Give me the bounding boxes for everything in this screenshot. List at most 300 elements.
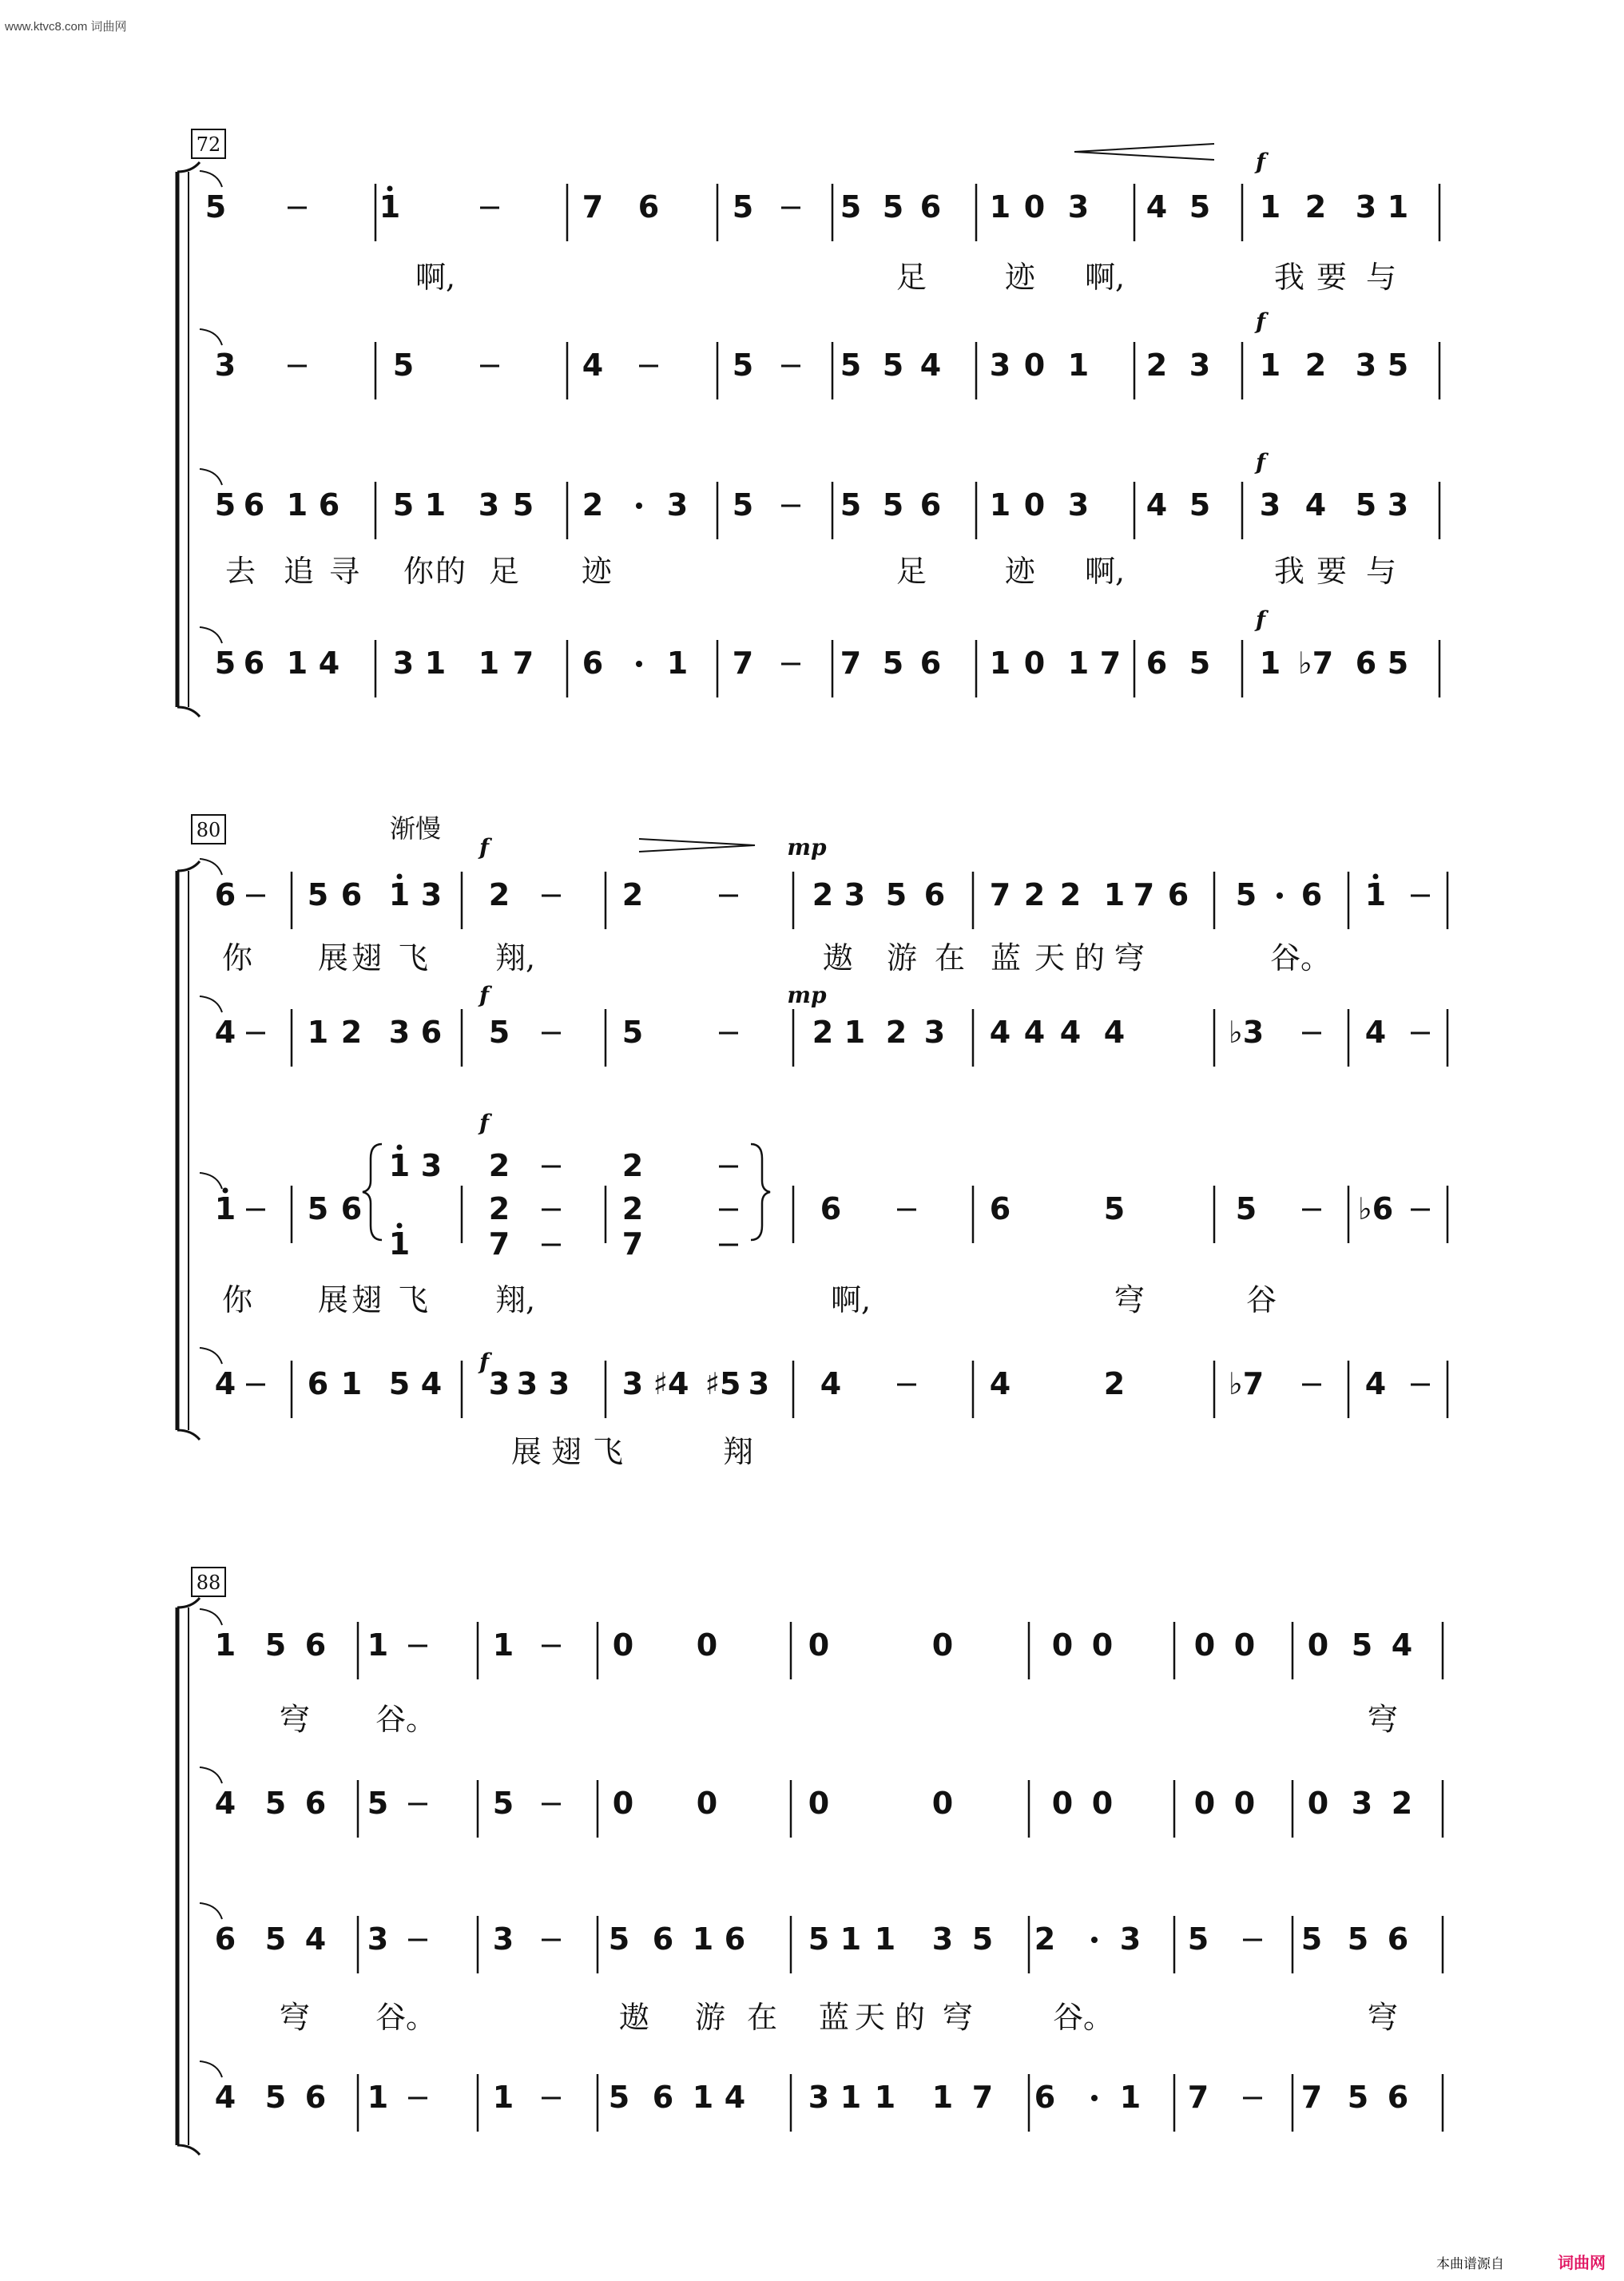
- note: 6: [923, 877, 946, 912]
- note: 1: [492, 1627, 514, 1663]
- note: 7: [512, 646, 534, 681]
- lyric: 遨: [823, 940, 854, 976]
- note: 3: [488, 1366, 510, 1401]
- note: 5: [392, 487, 415, 523]
- carry-tie: [200, 859, 222, 875]
- note: 1: [989, 487, 1011, 523]
- system-bracket-bottom: [177, 1430, 200, 1440]
- note: ♯5: [705, 1366, 741, 1401]
- note: 1: [840, 1921, 862, 1957]
- dotted-rhythm: [636, 503, 642, 509]
- dynamic-mark: f: [1255, 606, 1266, 633]
- note: 6: [989, 1191, 1011, 1226]
- note: 0: [1051, 1786, 1074, 1821]
- note: 5: [214, 646, 236, 681]
- note: 2: [885, 1015, 907, 1050]
- lyric: 我: [1274, 260, 1305, 295]
- lyric: 我: [1274, 554, 1305, 589]
- site-url: www.ktvc8.com 词曲网: [5, 20, 127, 34]
- note: 5: [882, 189, 904, 225]
- lyric: 迹: [582, 554, 613, 589]
- note: 1: [1103, 877, 1126, 912]
- note: 6: [307, 1366, 329, 1401]
- note: 4: [1059, 1015, 1082, 1050]
- note: 1: [692, 1921, 714, 1957]
- lyric: 天: [1034, 940, 1066, 976]
- lyric: 足: [896, 260, 927, 295]
- note: 5: [264, 1786, 287, 1821]
- note: 3: [989, 348, 1011, 383]
- note: 1: [931, 2080, 954, 2115]
- note: 6: [1167, 877, 1189, 912]
- lyric: 穹: [1114, 940, 1146, 976]
- note: 1: [666, 646, 689, 681]
- note: 3: [1067, 189, 1090, 225]
- lyric: 足: [896, 554, 927, 589]
- note: 1: [307, 1015, 329, 1050]
- note: 5: [1235, 1191, 1257, 1226]
- dynamic-mark: f: [1255, 308, 1266, 335]
- note: 6: [820, 1191, 842, 1226]
- note: 5: [732, 189, 754, 225]
- system-bracket-top: [177, 861, 200, 871]
- carry-tie: [200, 469, 222, 485]
- note: 5: [214, 487, 236, 523]
- lyric: 翔: [723, 1434, 754, 1469]
- note: 5: [732, 487, 754, 523]
- note: 7: [732, 646, 754, 681]
- note: 4: [1364, 1366, 1387, 1401]
- note: 4: [214, 1366, 236, 1401]
- dotted-rhythm: [636, 661, 642, 667]
- note: 5: [621, 1015, 644, 1050]
- note: 6: [637, 189, 660, 225]
- dotted-rhythm: [1091, 2095, 1098, 2101]
- note: 1: [388, 877, 411, 912]
- lyric: 啊,: [1085, 554, 1126, 589]
- lyric: 你: [222, 940, 253, 976]
- system-bracket-top: [177, 162, 200, 172]
- lyric: 穹: [1114, 1282, 1146, 1317]
- lyric: 啊,: [1085, 260, 1126, 295]
- note: ♭3: [1228, 1015, 1265, 1050]
- note: 5: [307, 877, 329, 912]
- note: 1: [989, 189, 1011, 225]
- note: 1: [286, 487, 308, 523]
- note: 2: [1391, 1786, 1413, 1821]
- system-bracket-top: [177, 1598, 200, 1607]
- divisi-open-brace: [363, 1144, 382, 1240]
- note: 1: [286, 646, 308, 681]
- note: 3: [621, 1366, 644, 1401]
- note: 1: [844, 1015, 866, 1050]
- note: 2: [1034, 1921, 1056, 1957]
- note: 4: [582, 348, 604, 383]
- lyric: 飞: [398, 1282, 429, 1317]
- note: 4: [420, 1366, 443, 1401]
- note: 6: [340, 877, 363, 912]
- note: 3: [392, 646, 415, 681]
- divisi-close-brace: [751, 1144, 770, 1240]
- carry-tie: [200, 1173, 222, 1189]
- note: 3: [1355, 189, 1377, 225]
- carry-tie: [200, 171, 222, 187]
- note: 2: [621, 1191, 644, 1226]
- note: 6: [420, 1015, 443, 1050]
- system-bracket-bottom: [177, 707, 200, 717]
- lyric: 与: [1366, 260, 1397, 295]
- note: 2: [488, 877, 510, 912]
- dynamic-mark: mp: [787, 982, 827, 1008]
- dotted-rhythm: [1091, 1937, 1098, 1943]
- note: 3: [388, 1015, 411, 1050]
- note: 2: [1304, 348, 1327, 383]
- note: 5: [1103, 1191, 1126, 1226]
- note: 2: [621, 877, 644, 912]
- note: 5: [840, 487, 862, 523]
- lyric: 谷。: [375, 2000, 437, 2035]
- note: 1: [1119, 2080, 1142, 2115]
- carry-tie: [200, 1348, 222, 1364]
- note: 4: [1146, 189, 1168, 225]
- note: 5: [971, 1921, 994, 1957]
- note: 7: [1133, 877, 1155, 912]
- note: 5: [1387, 646, 1409, 681]
- note: 4: [214, 2080, 236, 2115]
- note: 1: [874, 1921, 896, 1957]
- lyric: 迹: [1005, 554, 1036, 589]
- note: 1: [388, 1148, 411, 1183]
- dynamic-mark: f: [478, 834, 490, 860]
- lyric: 要: [1316, 554, 1348, 589]
- note: 4: [919, 348, 942, 383]
- lyric: 穹: [280, 1702, 311, 1737]
- lyric: 在: [747, 2000, 778, 2035]
- note: 2: [340, 1015, 363, 1050]
- measure-number: 72: [196, 133, 221, 156]
- note: 5: [840, 189, 862, 225]
- tempo-marking: 渐慢: [389, 813, 442, 844]
- carry-tie: [200, 996, 222, 1012]
- lyric: 飞: [398, 940, 429, 976]
- lyric: 去: [225, 554, 256, 589]
- note: 4: [214, 1786, 236, 1821]
- note: 4: [304, 1921, 327, 1957]
- lyric: 足: [489, 554, 520, 589]
- carry-tie: [200, 1903, 222, 1919]
- dynamic-mark: f: [1255, 449, 1266, 475]
- measure-number: 88: [196, 1572, 221, 1594]
- note: 3: [516, 1366, 538, 1401]
- note: 2: [582, 487, 604, 523]
- lyric: 啊,: [831, 1282, 872, 1317]
- note: 2: [1059, 877, 1082, 912]
- note: 5: [1189, 487, 1211, 523]
- dotted-rhythm: [1277, 892, 1283, 899]
- note: 4: [989, 1366, 1011, 1401]
- note: 3: [1189, 348, 1211, 383]
- note: 5: [608, 2080, 630, 2115]
- note: 3: [1387, 487, 1409, 523]
- note: 6: [304, 1627, 327, 1663]
- note: 5: [1355, 487, 1377, 523]
- note: 1: [388, 1226, 411, 1262]
- crescendo-hairpin: [1074, 144, 1214, 160]
- note: 1: [692, 2080, 714, 2115]
- note: 5: [1187, 1921, 1209, 1957]
- lyric: 翔,: [495, 1282, 536, 1317]
- footer-logo: 词曲网: [1558, 2253, 1606, 2272]
- lyric: 啊,: [415, 260, 456, 295]
- note: 3: [420, 1148, 443, 1183]
- note: 0: [1023, 487, 1046, 523]
- note: 4: [724, 2080, 746, 2115]
- note: 7: [582, 189, 604, 225]
- note: 5: [307, 1191, 329, 1226]
- note: 5: [732, 348, 754, 383]
- dynamic-mark: f: [478, 1110, 490, 1136]
- lyric: 天: [855, 2000, 886, 2035]
- note: 3: [808, 2080, 830, 2115]
- lyric: 的: [895, 2000, 926, 2035]
- note: 2: [1103, 1366, 1126, 1401]
- note: 0: [1023, 189, 1046, 225]
- note: 7: [621, 1226, 644, 1262]
- system-bracket-bottom: [177, 2145, 200, 2155]
- note: 3: [1067, 487, 1090, 523]
- note: 0: [1233, 1786, 1256, 1821]
- lyric: 展: [511, 1434, 542, 1469]
- note: 3: [1259, 487, 1281, 523]
- note: 0: [1023, 348, 1046, 383]
- note: 5: [204, 189, 227, 225]
- note: 5: [1235, 877, 1257, 912]
- lyric: 蓝: [991, 940, 1022, 976]
- note: 5: [1189, 189, 1211, 225]
- note: 3: [931, 1921, 954, 1957]
- note: 6: [1300, 877, 1323, 912]
- note: 6: [724, 1921, 746, 1957]
- note: 5: [488, 1015, 510, 1050]
- note: 4: [214, 1015, 236, 1050]
- note: 4: [1103, 1015, 1126, 1050]
- note: ♭7: [1297, 646, 1334, 681]
- note: 1: [379, 189, 401, 225]
- note: 6: [652, 1921, 674, 1957]
- carry-tie: [200, 2061, 222, 2077]
- lyric: 蓝: [819, 2000, 850, 2035]
- lyric: 寻: [329, 554, 360, 589]
- note: 6: [214, 877, 236, 912]
- system-72: [177, 129, 1439, 717]
- note: 3: [1119, 1921, 1142, 1957]
- note: 4: [820, 1366, 842, 1401]
- dynamic-mark: mp: [787, 834, 827, 860]
- note: 5: [264, 2080, 287, 2115]
- lyric: 穹: [1368, 2000, 1399, 2035]
- lyric: 遨: [619, 2000, 650, 2035]
- note: 0: [1023, 646, 1046, 681]
- note: 1: [1364, 877, 1387, 912]
- note: 5: [885, 877, 907, 912]
- lyric: 的: [435, 554, 467, 589]
- note: 4: [1146, 487, 1168, 523]
- note: 1: [424, 487, 447, 523]
- note: 2: [621, 1148, 644, 1183]
- note: 5: [492, 1786, 514, 1821]
- footer-source-label: 本曲谱源自: [1436, 2256, 1504, 2272]
- note: 1: [214, 1191, 236, 1226]
- note: 2: [812, 877, 834, 912]
- lyric: 在: [935, 940, 966, 976]
- note: 1: [340, 1366, 363, 1401]
- note: 0: [612, 1627, 634, 1663]
- note: 2: [1304, 189, 1327, 225]
- note: 0: [931, 1627, 954, 1663]
- note: 7: [1187, 2080, 1209, 2115]
- note: 6: [919, 646, 942, 681]
- note: 5: [1387, 348, 1409, 383]
- note: 3: [844, 877, 866, 912]
- note: 0: [696, 1627, 718, 1663]
- note: 3: [478, 487, 500, 523]
- note: 6: [214, 1921, 236, 1957]
- note: 5: [840, 348, 862, 383]
- carry-tie: [200, 627, 222, 643]
- note: 7: [1099, 646, 1122, 681]
- note: 0: [1193, 1627, 1216, 1663]
- note: 6: [304, 1786, 327, 1821]
- note: 0: [612, 1786, 634, 1821]
- note: 0: [1307, 1627, 1329, 1663]
- note: 5: [808, 1921, 830, 1957]
- note: 5: [264, 1627, 287, 1663]
- note: 3: [367, 1921, 389, 1957]
- note: 6: [1387, 1921, 1409, 1957]
- note: 3: [666, 487, 689, 523]
- note: 0: [696, 1786, 718, 1821]
- note: 4: [318, 646, 340, 681]
- note: 6: [919, 487, 942, 523]
- lyric: 翔,: [495, 940, 536, 976]
- note: 2: [1023, 877, 1046, 912]
- note: 1: [989, 646, 1011, 681]
- note: 4: [989, 1015, 1011, 1050]
- note: 2: [1146, 348, 1168, 383]
- note: 7: [840, 646, 862, 681]
- note: 1: [874, 2080, 896, 2115]
- note: 7: [1300, 2080, 1323, 2115]
- note: 6: [1034, 2080, 1056, 2115]
- note: 5: [882, 348, 904, 383]
- note: 6: [652, 2080, 674, 2115]
- note: 6: [1146, 646, 1168, 681]
- note: 1: [1259, 646, 1281, 681]
- lyric: 谷: [1246, 1282, 1277, 1317]
- dynamic-mark: f: [1255, 149, 1266, 175]
- note: 7: [488, 1226, 510, 1262]
- lyric: 翅: [351, 940, 383, 976]
- note: 1: [1259, 189, 1281, 225]
- dynamic-mark: f: [478, 982, 490, 1008]
- note: 0: [931, 1786, 954, 1821]
- note: 6: [318, 487, 340, 523]
- note: 3: [492, 1921, 514, 1957]
- lyric: 展: [318, 1282, 349, 1317]
- note: 0: [1307, 1786, 1329, 1821]
- note: ♭6: [1357, 1191, 1394, 1226]
- note: 5: [512, 487, 534, 523]
- note: 4: [1023, 1015, 1046, 1050]
- note: 5: [388, 1366, 411, 1401]
- note: 5: [882, 487, 904, 523]
- note: 5: [1189, 646, 1211, 681]
- note: 6: [1355, 646, 1377, 681]
- lyric: 穹: [1368, 1702, 1399, 1737]
- lyric: 穹: [280, 2000, 311, 2035]
- carry-tie: [200, 1609, 222, 1625]
- lyric: 你: [403, 554, 435, 589]
- dynamic-mark: f: [478, 1349, 490, 1375]
- note: 1: [1067, 348, 1090, 383]
- note: 3: [923, 1015, 946, 1050]
- note: 0: [1193, 1786, 1216, 1821]
- note: 1: [840, 2080, 862, 2115]
- note: 6: [304, 2080, 327, 2115]
- note: 5: [608, 1921, 630, 1957]
- note: 0: [808, 1786, 830, 1821]
- note: 3: [214, 348, 236, 383]
- note: 5: [264, 1921, 287, 1957]
- note: 1: [214, 1627, 236, 1663]
- note: 7: [989, 877, 1011, 912]
- note: 0: [1233, 1627, 1256, 1663]
- note: 5: [1347, 2080, 1369, 2115]
- note: 3: [1351, 1786, 1373, 1821]
- note: 6: [919, 189, 942, 225]
- carry-tie: [200, 329, 222, 345]
- lyric: 追: [284, 554, 315, 589]
- note: 4: [1364, 1015, 1387, 1050]
- note: 2: [488, 1148, 510, 1183]
- note: 1: [424, 646, 447, 681]
- carry-tie: [200, 1767, 222, 1783]
- lyric: 谷。: [375, 1702, 437, 1737]
- note: 4: [1391, 1627, 1413, 1663]
- note: 3: [548, 1366, 570, 1401]
- note: 1: [1067, 646, 1090, 681]
- lyric: 游: [887, 940, 918, 976]
- note: 1: [1387, 189, 1409, 225]
- lyric: 谷。: [1053, 2000, 1114, 2035]
- note: 2: [812, 1015, 834, 1050]
- note: 1: [367, 1627, 389, 1663]
- note: 6: [340, 1191, 363, 1226]
- note: 1: [492, 2080, 514, 2115]
- note: 6: [1387, 2080, 1409, 2115]
- note: 5: [392, 348, 415, 383]
- lyric: 迹: [1005, 260, 1036, 295]
- note: 1: [367, 2080, 389, 2115]
- note: 5: [1351, 1627, 1373, 1663]
- note: ♯4: [653, 1366, 689, 1401]
- note: 6: [243, 646, 265, 681]
- note: 6: [243, 487, 265, 523]
- decrescendo-hairpin: [639, 839, 755, 852]
- lyric: 翅: [551, 1434, 582, 1469]
- lyric: 与: [1366, 554, 1397, 589]
- note: 1: [478, 646, 500, 681]
